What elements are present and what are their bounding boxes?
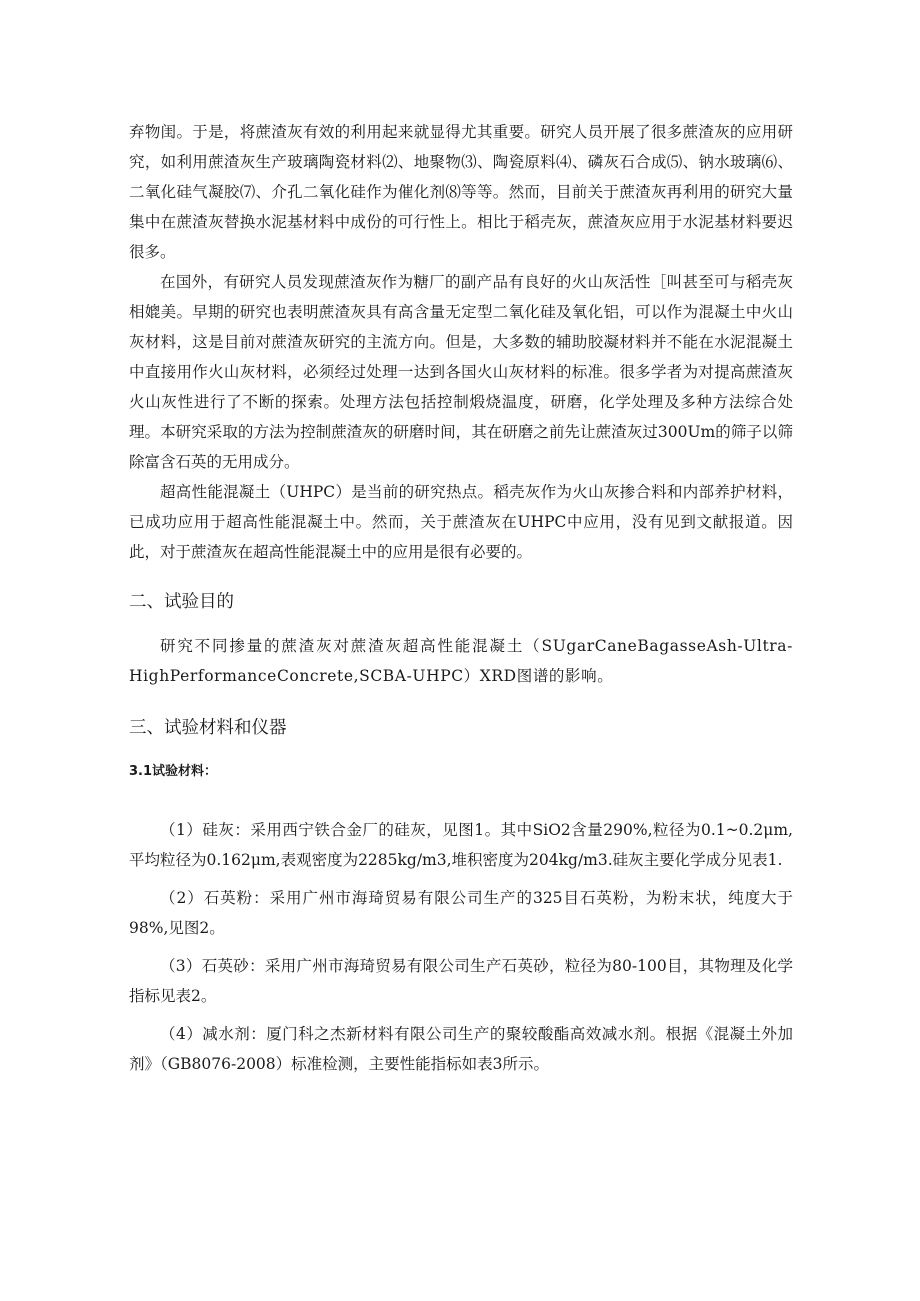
- intro-paragraph-3: 超高性能混凝土（UHPC）是当前的研究热点。稻壳灰作为火山灰掺合料和内部养护材料，已成功应用于超高性能混凝土中。然而，关于蔗渣灰在UHPC中应用，没有见到文献报道。因此，对于蔗渣灰在超高性能混凝土中的应用是很有必要的。: [129, 483, 793, 561]
- intro-paragraph-1: 弃物闺。于是，将蔗渣灰有效的利用起来就显得尤其重要。研究人员开展了很多蔗渣灰的应用研究，如利用蔗渣灰生产玻璃陶瓷材料⑵、地聚物⑶、陶瓷原料⑷、磷灰石合成⑸、钠水玻璃⑹、二氧化硅气凝胶⑺、介孔二氧化硅作为催化剂⑻等等。然而，目前关于蔗渣灰再利用的研究大量集中在蔗渣灰替换水泥基材料中成份的可行性上。相比于稻壳灰，蔗渣灰应用于水泥基材料要迟很多。: [129, 123, 793, 261]
- section-purpose-heading: 二、试验目的: [129, 592, 234, 612]
- material-item-silica-fume: （1）硅灰：采用西宁铁合金厂的硅灰，见图1。其中SiO2含量290%,粒径为0.1~0.2μm,平均粒径为0.162μm,表观密度为2285kg/m3,堆积密度为204kg/m3.硅灰主要化学成分见表1.: [129, 821, 793, 869]
- section-purpose-text: 研究不同掺量的蔗渣灰对蔗渣灰超高性能混凝土（SUgarCaneBagasseAsh-Ultra-HighPerformanceConcrete,SCBA-UHPC）XRD图谱的影响。: [129, 637, 793, 685]
- document-page: [129, 117, 793, 1087]
- intro-paragraph-2: 在国外，有研究人员发现蔗渣灰作为糖厂的副产品有良好的火山灰活性［叫甚至可与稻壳灰相媲美。早期的研究也表明蔗渣灰具有高含量无定型二氧化硅及氧化铝，可以作为混凝土中火山灰材料，这是目前对蔗渣灰研究的主流方向。但是，大多数的辅助胶凝材料并不能在水泥混凝土中直接用作火山灰材料，必须经过处理一达到各国火山灰材料的标准。很多学者为对提高蔗渣灰火山灰性进行了不断的探索。处理方法包括控制煅烧温度，研磨，化学处理及多种方法综合处理。本研究采取的方法为控制蔗渣灰的研磨时间，其在研磨之前先让蔗渣灰过300Um的筛子以筛除富含石英的无用成分。: [129, 273, 793, 471]
- subsection-materials-heading: 3.1试验材料：: [129, 764, 218, 779]
- material-item-quartz-powder: （2）石英粉：采用广州市海琦贸易有限公司生产的325目石英粉，为粉末状，纯度大于98%,见图2。: [129, 889, 793, 937]
- material-item-water-reducer: （4）减水剂：厦门科之杰新材料有限公司生产的聚较酸酯高效减水剂。根据《混凝土外加剂》（GB8076-2008）标准检测，主要性能指标如表3所示。: [129, 1025, 793, 1073]
- material-item-quartz-sand: （3）石英砂：采用广州市海琦贸易有限公司生产石英砂，粒径为80-100目，其物理及化学指标见表2。: [129, 957, 793, 1005]
- section-materials-heading: 三、试验材料和仪器: [129, 718, 287, 738]
